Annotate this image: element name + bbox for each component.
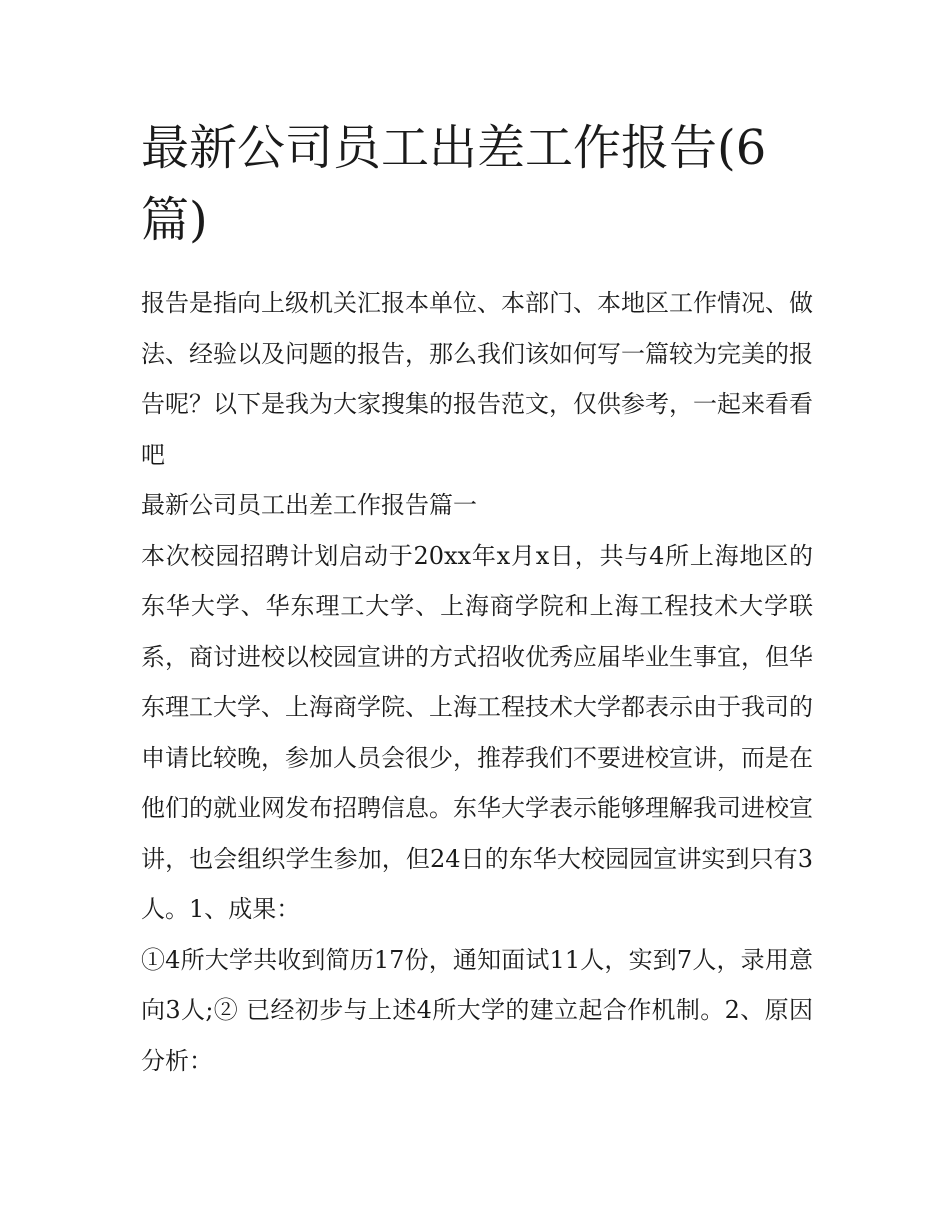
document-page: [141, 112, 813, 1086]
intro-paragraph: 报告是指向上级机关汇报本单位、本部门、本地区工作情况、做法、经验以及问题的报告，那么我们该如何写一篇较为完美的报告呢？以下是我为大家搜集的报告范文，仅供参考，一起来看看吧: [141, 289, 813, 469]
body-paragraph: ①4所大学共收到简历17份，通知面试11人，实到7人，录用意向3人;② 已经初步与上述4所大学的建立起合作机制。2、原因分析：: [141, 945, 813, 1075]
body-paragraph: 本次校园招聘计划启动于20xx年x月x日，共与4所上海地区的东华大学、华东理工大学、上海商学院和上海工程技术大学联系，商讨进校以校园宣讲的方式招收优秀应届毕业生事宜，但华东理工大学、上海商学院、上海工程技术大学都表示由于我司的申请比较晚，参加人员会很少，推荐我们不要进校宣讲，而是在他们的就业网发布招聘信息。东华大学表示能够理解我司进校宣讲，也会组织学生参加，但24日的东华大校园园宣讲实到只有3人。1、成果：: [141, 541, 813, 923]
section-heading: 最新公司员工出差工作报告篇一: [141, 491, 477, 519]
document-title: 最新公司员工出差工作报告(6篇): [141, 120, 767, 248]
